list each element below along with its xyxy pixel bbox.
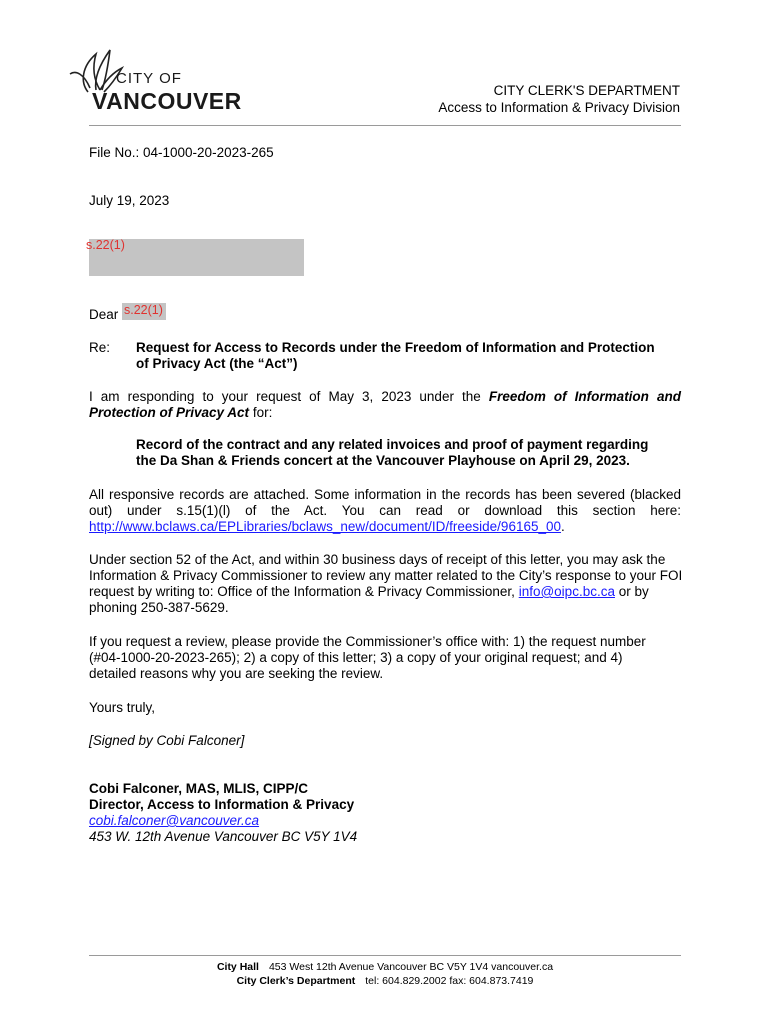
- salutation-redaction: [122, 303, 166, 320]
- records-paragraph: [89, 487, 681, 535]
- signer-name: Cobi Falconer, MAS, MLIS, CIPP/C: [89, 781, 309, 796]
- redaction-label: s.22(1): [86, 238, 125, 252]
- review-rights-paragraph: [89, 552, 685, 616]
- salutation: [89, 307, 118, 323]
- signer-address: 453 W. 12th Avenue Vancouver BC V5Y 1V4: [89, 829, 358, 844]
- records-text: All responsive records are attached. Some information in the records has been severed (blacked out) under s.15(1)(l) of the Act. You can read or download this section here:: [89, 487, 681, 518]
- file-number: File No.: 04-1000-20-2023-265: [89, 145, 274, 160]
- re-label: Re:: [89, 340, 111, 355]
- footer-line1: [89, 960, 681, 974]
- request-line1: Record of the contract and any related invoices and proof of payment regarding: [136, 437, 649, 452]
- intro-for: for:: [252, 405, 273, 420]
- review-line2: (#04-1000-20-2023-265); 2) a copy of this letter; 3) a copy of your original request; and 4): [89, 650, 623, 665]
- redaction-label: s.22(1): [124, 303, 163, 317]
- re-subject: [136, 340, 681, 372]
- request-description: [136, 437, 681, 469]
- header-divider: [89, 125, 681, 126]
- closing: Yours truly,: [89, 700, 156, 715]
- footer-line2: [89, 974, 681, 988]
- request-line2: the Da Shan & Friends concert at the Vancouver Playhouse on April 29, 2023.: [136, 453, 630, 468]
- letter-date: July 19, 2023: [89, 193, 170, 208]
- re-subject-line2: of Privacy Act (the “Act”): [136, 356, 298, 371]
- signature-note: [Signed by Cobi Falconer]: [89, 733, 245, 748]
- intro-text: I am responding to your request of May 3, 2023 under the: [89, 389, 481, 404]
- division-name: Access to Information & Privacy Division: [438, 100, 680, 115]
- review-rights-text: Under section 52 of the Act, and within 30 business days of receipt of this letter, you may ask the Information & Privacy Commissioner to review any matter related to the City’s response to your FOI request by writing to: Office of the Information & Privacy Commissioner,: [89, 552, 683, 599]
- logo-city-of: CITY OF: [116, 70, 182, 87]
- footer-cityhall-label: City Hall: [216, 961, 259, 973]
- signature-block: [89, 781, 357, 845]
- bclaws-link[interactable]: http://www.bclaws.ca/EPLibraries/bclaws_new/document/ID/freeside/96165_00: [89, 519, 561, 534]
- signer-title: Director, Access to Information & Privacy: [89, 797, 355, 812]
- records-period: .: [561, 519, 565, 534]
- department-name: CITY CLERK'S DEPARTMENT: [493, 83, 680, 98]
- review-instructions-paragraph: [89, 634, 689, 682]
- footer-dept-label: City Clerk’s Department: [236, 975, 356, 987]
- intro-paragraph: [89, 389, 681, 421]
- footer-address: 453 West 12th Avenue Vancouver BC V5Y 1V4 vancouver.ca: [268, 961, 554, 973]
- city-logo: [66, 44, 246, 116]
- signer-email-link[interactable]: cobi.falconer@vancouver.ca: [89, 813, 260, 828]
- department-header: [320, 82, 680, 116]
- review-line3: detailed reasons why you are seeking the review.: [89, 666, 384, 681]
- footer-contact: tel: 604.829.2002 fax: 604.873.7419: [365, 975, 534, 987]
- logo-vancouver: VANCOUVER: [92, 88, 242, 114]
- footer-divider: [89, 955, 681, 956]
- oipc-email-link[interactable]: info@oipc.bc.ca: [518, 584, 615, 599]
- review-phone-text: or by phoning 250-387-5629.: [89, 584, 649, 615]
- act-name: Freedom of Information and Protection of Privacy Act: [89, 389, 681, 420]
- page-footer: [89, 960, 681, 988]
- recipient-redaction: [86, 238, 304, 276]
- review-line1: If you request a review, please provide the Commissioner’s office with: 1) the request number: [89, 634, 646, 649]
- re-subject-line1: Request for Access to Records under the Freedom of Information and Protection: [136, 340, 655, 355]
- dear-text: Dear: [89, 307, 119, 322]
